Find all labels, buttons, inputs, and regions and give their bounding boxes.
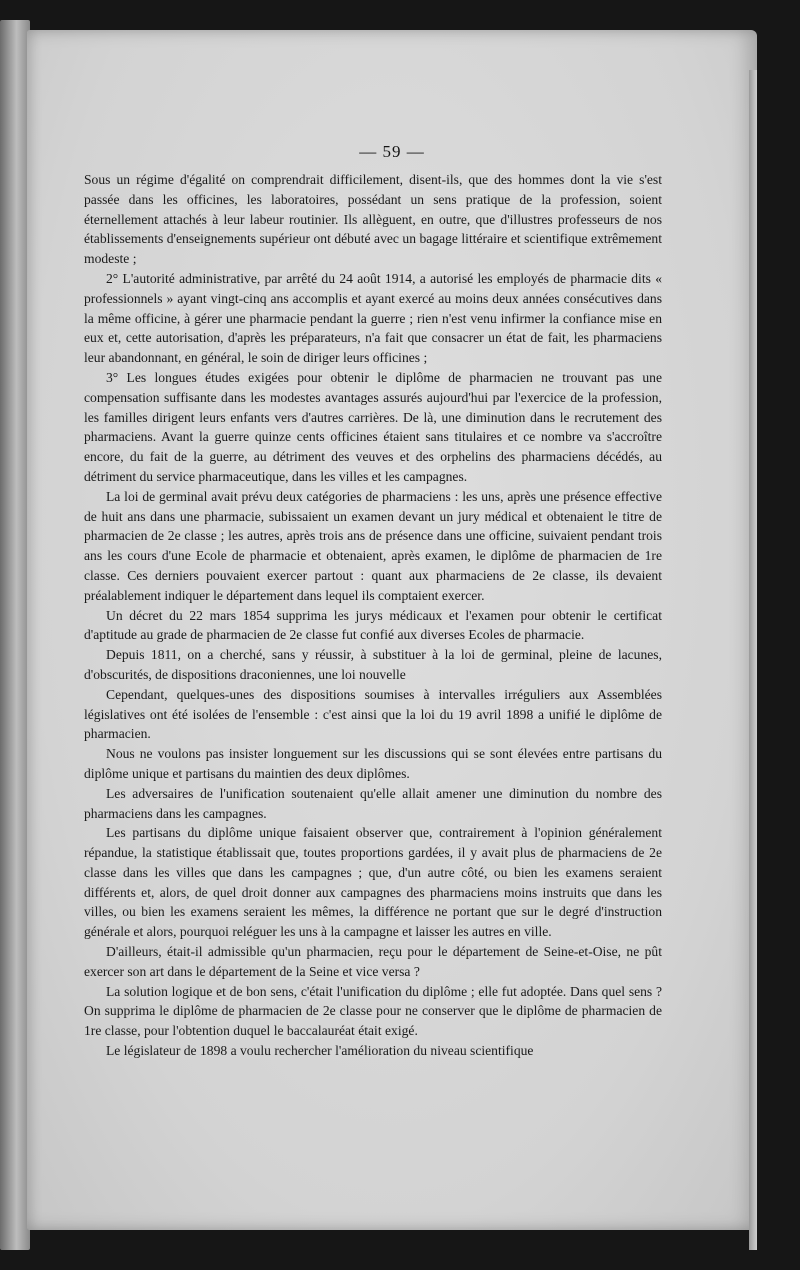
body-text (84, 170, 662, 1061)
paragraph: Nous ne voulons pas insister longuement sur les discussions qui se sont élevées entre partisans du diplôme unique et partisans du maintien des deux diplômes. (84, 746, 662, 781)
paragraph: Depuis 1811, on a cherché, sans y réussir, à substituer à la loi de germinal, pleine de lacunes, d'obscurités, de dispositions draconiennes, une loi nouvelle (84, 647, 662, 682)
left-page-edge (0, 20, 30, 1250)
paragraph: 2° L'autorité administrative, par arrêté du 24 août 1914, a autorisé les employés de pharmacie dits « professionnels » ayant vingt-cinq ans accomplis et ayant exercé au moins deux années consécutives dans la même officine, à gérer une pharmacie pendant la guerre ; rien n'est venu infirmer la confiance mise en eux et, cette autorisation, d'après les préparateurs, n'a fait que consacrer un état de fait, les pharmaciens leur abandonnant, en général, le soin de diriger leurs officines ; (84, 270, 662, 366)
paragraph: Les partisans du diplôme unique faisaient observer que, contrairement à l'opinion généralement répandue, la statistique établissait que, toutes proportions gardées, il y avait plus de pharmaciens de 2e classe dans les villes que dans les campagnes ; que, d'un autre côté, ou bien les examens seraient différents et, alors, de quel droit donner aux campagnes des pharmaciens moins instruits que dans les villes, ou bien les examens seraient les mêmes, la différence ne portant que sur le degré d'instruction générale et alors, pourquoi reléguer les uns à la campagne et laisser les autres en ville. (84, 825, 662, 940)
paragraph: 3° Les longues études exigées pour obtenir le diplôme de pharmacien ne trouvant pas une compensation suffisante dans les modestes avantages assurés aujourd'hui par l'exercice de la profession, les familles dirigent leurs enfants vers d'autres carrières. De là, une diminution dans le recrutement des pharmaciens. Avant la guerre quinze cents officines étaient sans titulaires et ce nombre va s'accroître encore, du fait de la guerre, au détriment des veuves et des orphelins des pharmaciens décédés, au détriment du service pharmaceutique, dans les villes et les campagnes. (84, 369, 662, 484)
page-number: — 59 — (359, 142, 425, 161)
page-edge-shadow (749, 70, 757, 1250)
paragraph: Les adversaires de l'unification soutenaient qu'elle allait amener une diminution du nombre des pharmaciens dans les campagnes. (84, 785, 662, 821)
paragraph: La loi de germinal avait prévu deux catégories de pharmaciens : les uns, après une présence effective de huit ans dans une pharmacie, subissaient un examen devant un jury médical et obtenaient le titre de pharmacien de 2e classe ; les autres, après trois ans de présence dans une officine, suivaient pendant trois ans les cours d'une Ecole de pharmacie et obtenaient, après examen, le diplôme de pharmacien de 1re classe. Ces derniers pouvaient exercer partout : quant aux pharmaciens de 2e classe, ils devaient préalablement indiquer le département dans lequel ils comptaient exercer. (84, 488, 662, 603)
paragraph: Cependant, quelques-unes des dispositions soumises à intervalles irréguliers aux Assemblées législatives ont été isolées de l'ensemble : c'est ainsi que la loi du 19 avril 1898 a unifié le diplôme de pharmacien. (84, 686, 662, 742)
document-page (27, 30, 757, 1230)
paragraph: Sous un régime d'égalité on comprendrait difficilement, disent-ils, que des hommes dont la vie s'est passée dans les officines, les laboratoires, possédant un sens pratique de la profession, soient éternellement attachés à leur labeur routinier. Ils allèguent, en outre, que d'illustres professeurs de nos établissements d'enseignements supérieur ont débuté avec un bagage littéraire et scientifique extrêmement modeste ; (84, 172, 662, 267)
paragraph: Le législateur de 1898 a voulu rechercher l'amélioration du niveau scientifique (106, 1043, 534, 1059)
paragraph: D'ailleurs, était-il admissible qu'un pharmacien, reçu pour le département de Seine-et-Oise, ne pût exercer son art dans le département de la Seine et vice versa ? (84, 944, 662, 979)
paragraph: Un décret du 22 mars 1854 supprima les jurys médicaux et l'examen pour obtenir le certificat d'aptitude au grade de pharmacien de 2e classe fut confié aux diverses Ecoles de pharmacie. (84, 607, 662, 643)
paragraph: La solution logique et de bon sens, c'était l'unification du diplôme ; elle fut adoptée. Dans quel sens ? On supprima le diplôme de pharmacien de 2e classe pour ne conserver que le diplôme de pharmacien de 1re classe, pour l'obtention duquel le baccalauréat était exigé. (84, 983, 662, 1039)
